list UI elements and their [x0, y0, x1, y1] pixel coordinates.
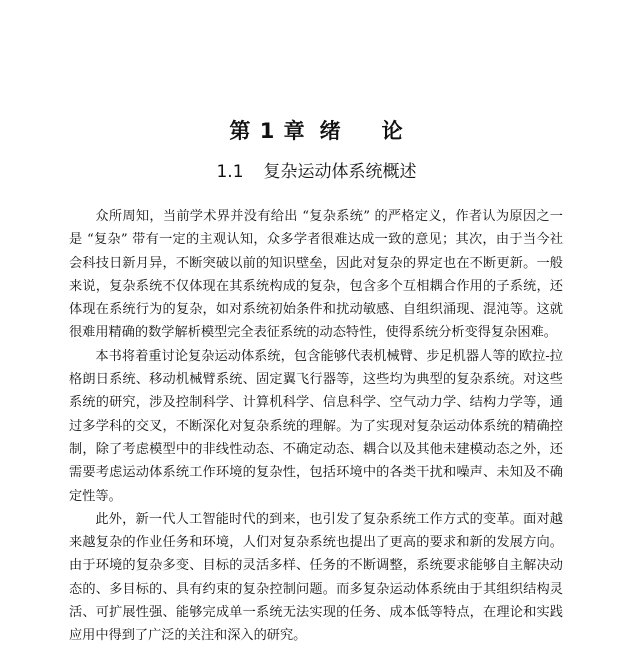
- section-number: 1.1: [216, 162, 244, 182]
- chapter-label-suffix: 章: [283, 119, 306, 143]
- chapter-title: [0, 117, 633, 145]
- body-text: [69, 205, 563, 648]
- chapter-title-char-2: 论: [381, 119, 404, 143]
- section-heading: [0, 160, 633, 184]
- chapter-number: 1: [259, 119, 276, 143]
- chapter-label-prefix: 第: [229, 119, 252, 143]
- paragraph: 本书将着重讨论复杂运动体系统，包含能够代表机械臂、步足机器人等的欧拉-拉格朗日系统、移动机械臂系统、固定翼飞行器等，这些均为典型的复杂系统。对这些系统的研究，涉及控制科学、计算机科学、信息科学、空气动力学、结构力学等，通过多学科的交叉，不断深化对复杂系统的理解。为了实现对复杂运动体系统的精确控制，除了考虑模型中的非线性动态、不确定动态、耦合以及其他未建模动态之外，还需要考虑运动体系统工作环境的复杂性，包括环境中的各类干扰和噪声、未知及不确定性等。: [69, 348, 563, 504]
- chapter-title-char-1: 绪: [319, 119, 342, 143]
- section-title: 复杂运动体系统概述: [263, 162, 417, 182]
- paragraph: 众所周知，当前学术界并没有给出 “复杂系统” 的严格定义，作者认为原因之一是 “复杂” 带有一定的主观认知，众多学者很难达成一致的意见；其次，由于当今社会科技日新月异，不断突破以前的知识壁垒，因此对复杂的界定也在不断更新。一般来说，复杂系统不仅体现在其系统构成的复杂，包含多个互相耦合作用的子系统，还体现在系统行为的复杂，如对系统初始条件和扰动敏感、自组织涌现、混沌等。这就很难用精确的数学解析模型完全表征系统的动态特性，使得系统分析变得复杂困难。: [69, 209, 563, 341]
- paragraph: 此外，新一代人工智能时代的到来，也引发了复杂系统工作方式的变革。面对越来越复杂的作业任务和环境，人们对复杂系统也提出了更高的要求和新的发展方向。由于环境的复杂多变、目标的灵活多样、任务的不断调整，系统要求能够自主解决动态的、多目标的、具有约束的复杂控制问题。而多复杂运动体系统由于其组织结构灵活、可扩展性强、能够完成单一系统无法实现的任务、成本低等特点，在理论和实践应用中得到了广泛的关注和深入的研究。: [69, 511, 563, 644]
